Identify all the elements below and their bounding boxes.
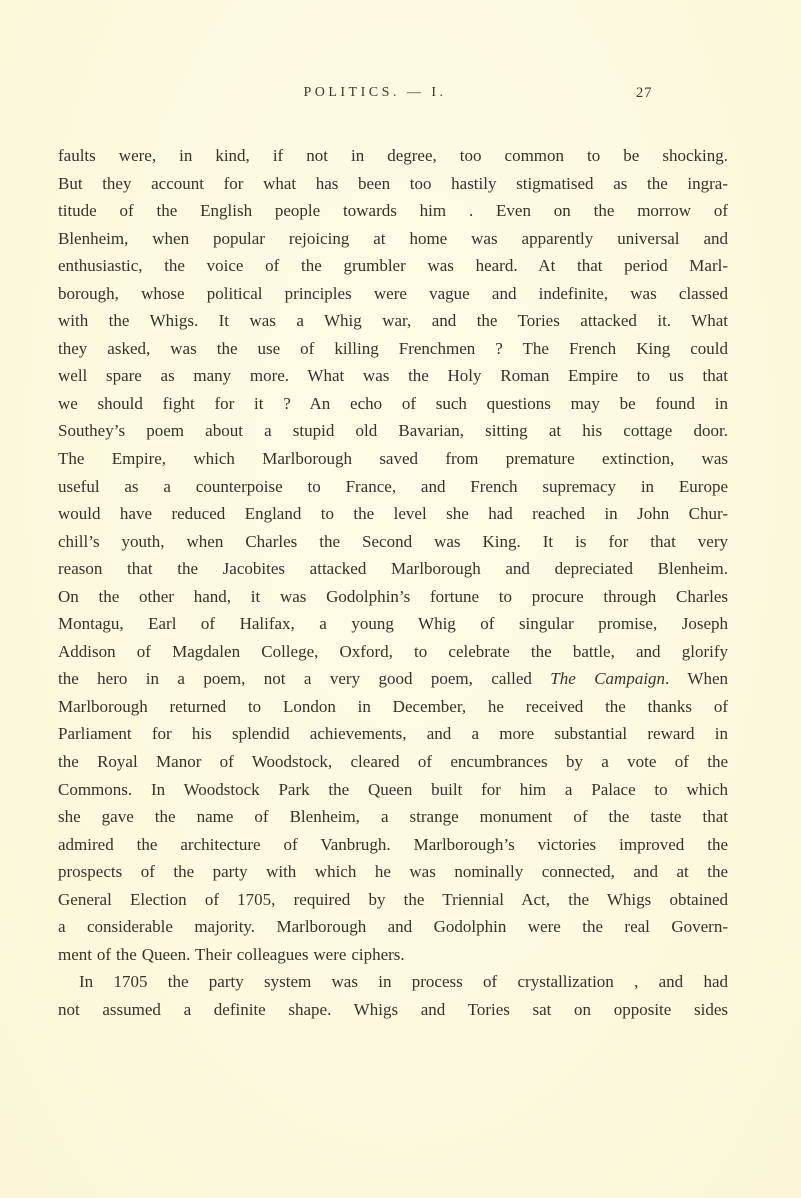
text-line: well spare as many more. What was the Holy Roman Empire to us that xyxy=(58,366,728,386)
text-line: prospects of the party with which he was nominally connected, and at the xyxy=(58,862,728,882)
text-line: In 1705 the party system was in process of crystallization , and had xyxy=(79,972,728,992)
text-line: not assumed a definite shape. Whigs and Tories sat on opposite sides xyxy=(58,999,728,1019)
text-line: borough, whose political principles were vague and indefinite, was classed xyxy=(58,283,728,303)
text-line: titude of the English people towards him . Even on the morrow of xyxy=(58,201,728,221)
text-block xyxy=(58,142,728,1024)
text-line: Commons. In Woodstock Park the Queen built for him a Palace to which xyxy=(58,779,728,799)
text-line: with the Whigs. It was a Whig war, and the Tories attacked it. What xyxy=(58,311,728,331)
text-line: reason that the Jacobites attacked Marlborough and depreciated Blenheim. xyxy=(58,559,728,579)
text-line: chill’s youth, when Charles the Second was King. It is for that very xyxy=(58,531,728,551)
text-line: Southey’s poem about a stupid old Bavarian, sitting at his cottage door. xyxy=(58,421,728,441)
page-number: 27 xyxy=(636,85,653,101)
text-line: she gave the name of Blenheim, a strange monument of the taste that xyxy=(58,807,728,827)
text-line: General Election of 1705, required by the Triennial Act, the Whigs obtained xyxy=(58,889,728,909)
text-line: we should fight for it ? An echo of such questions may be found in xyxy=(58,393,728,413)
text-line: Blenheim, when popular rejoicing at home was apparently universal and xyxy=(58,228,728,248)
text-line: ment of the Queen. Their colleagues were ciphers. xyxy=(58,944,405,964)
running-title: POLITICS. — I. xyxy=(303,85,447,100)
text-line: admired the architecture of Vanbrugh. Marlborough’s victories improved the xyxy=(58,834,728,854)
text-line: a considerable majority. Marlborough and Godolphin were the real Govern- xyxy=(58,917,728,937)
text-line: On the other hand, it was Godolphin’s fortune to procure through Charles xyxy=(58,586,728,606)
text-line: the Royal Manor of Woodstock, cleared of encumbrances by a vote of the xyxy=(58,752,728,772)
text-line: Parliament for his splendid achievements, and a more substantial reward in xyxy=(58,724,728,744)
text-line: faults were, in kind, if not in degree, too common to be shocking. xyxy=(58,146,728,165)
text-line: they asked, was the use of killing Frenchmen ? The French King could xyxy=(58,338,728,358)
page-header xyxy=(0,85,801,105)
text-line: enthusiastic, the voice of the grumbler was heard. At that period Marl- xyxy=(58,256,728,276)
text-line: But they account for what has been too hastily stigmatised as the ingra- xyxy=(58,173,728,193)
text-line: Addison of Magdalen College, Oxford, to celebrate the battle, and glorify xyxy=(58,641,728,661)
text-line: would have reduced England to the level she had reached in John Chur- xyxy=(58,504,728,524)
text-line: useful as a counterpoise to France, and French supremacy in Europe xyxy=(58,476,728,496)
text-line: the hero in a poem, not a very good poem, called The Campaign. When xyxy=(58,669,728,689)
text-line: Montagu, Earl of Halifax, a young Whig of singular promise, Joseph xyxy=(58,614,728,634)
text-line: The Empire, which Marlborough saved from premature extinction, was xyxy=(58,449,728,469)
text-line: Marlborough returned to London in December, he received the thanks of xyxy=(58,696,728,716)
